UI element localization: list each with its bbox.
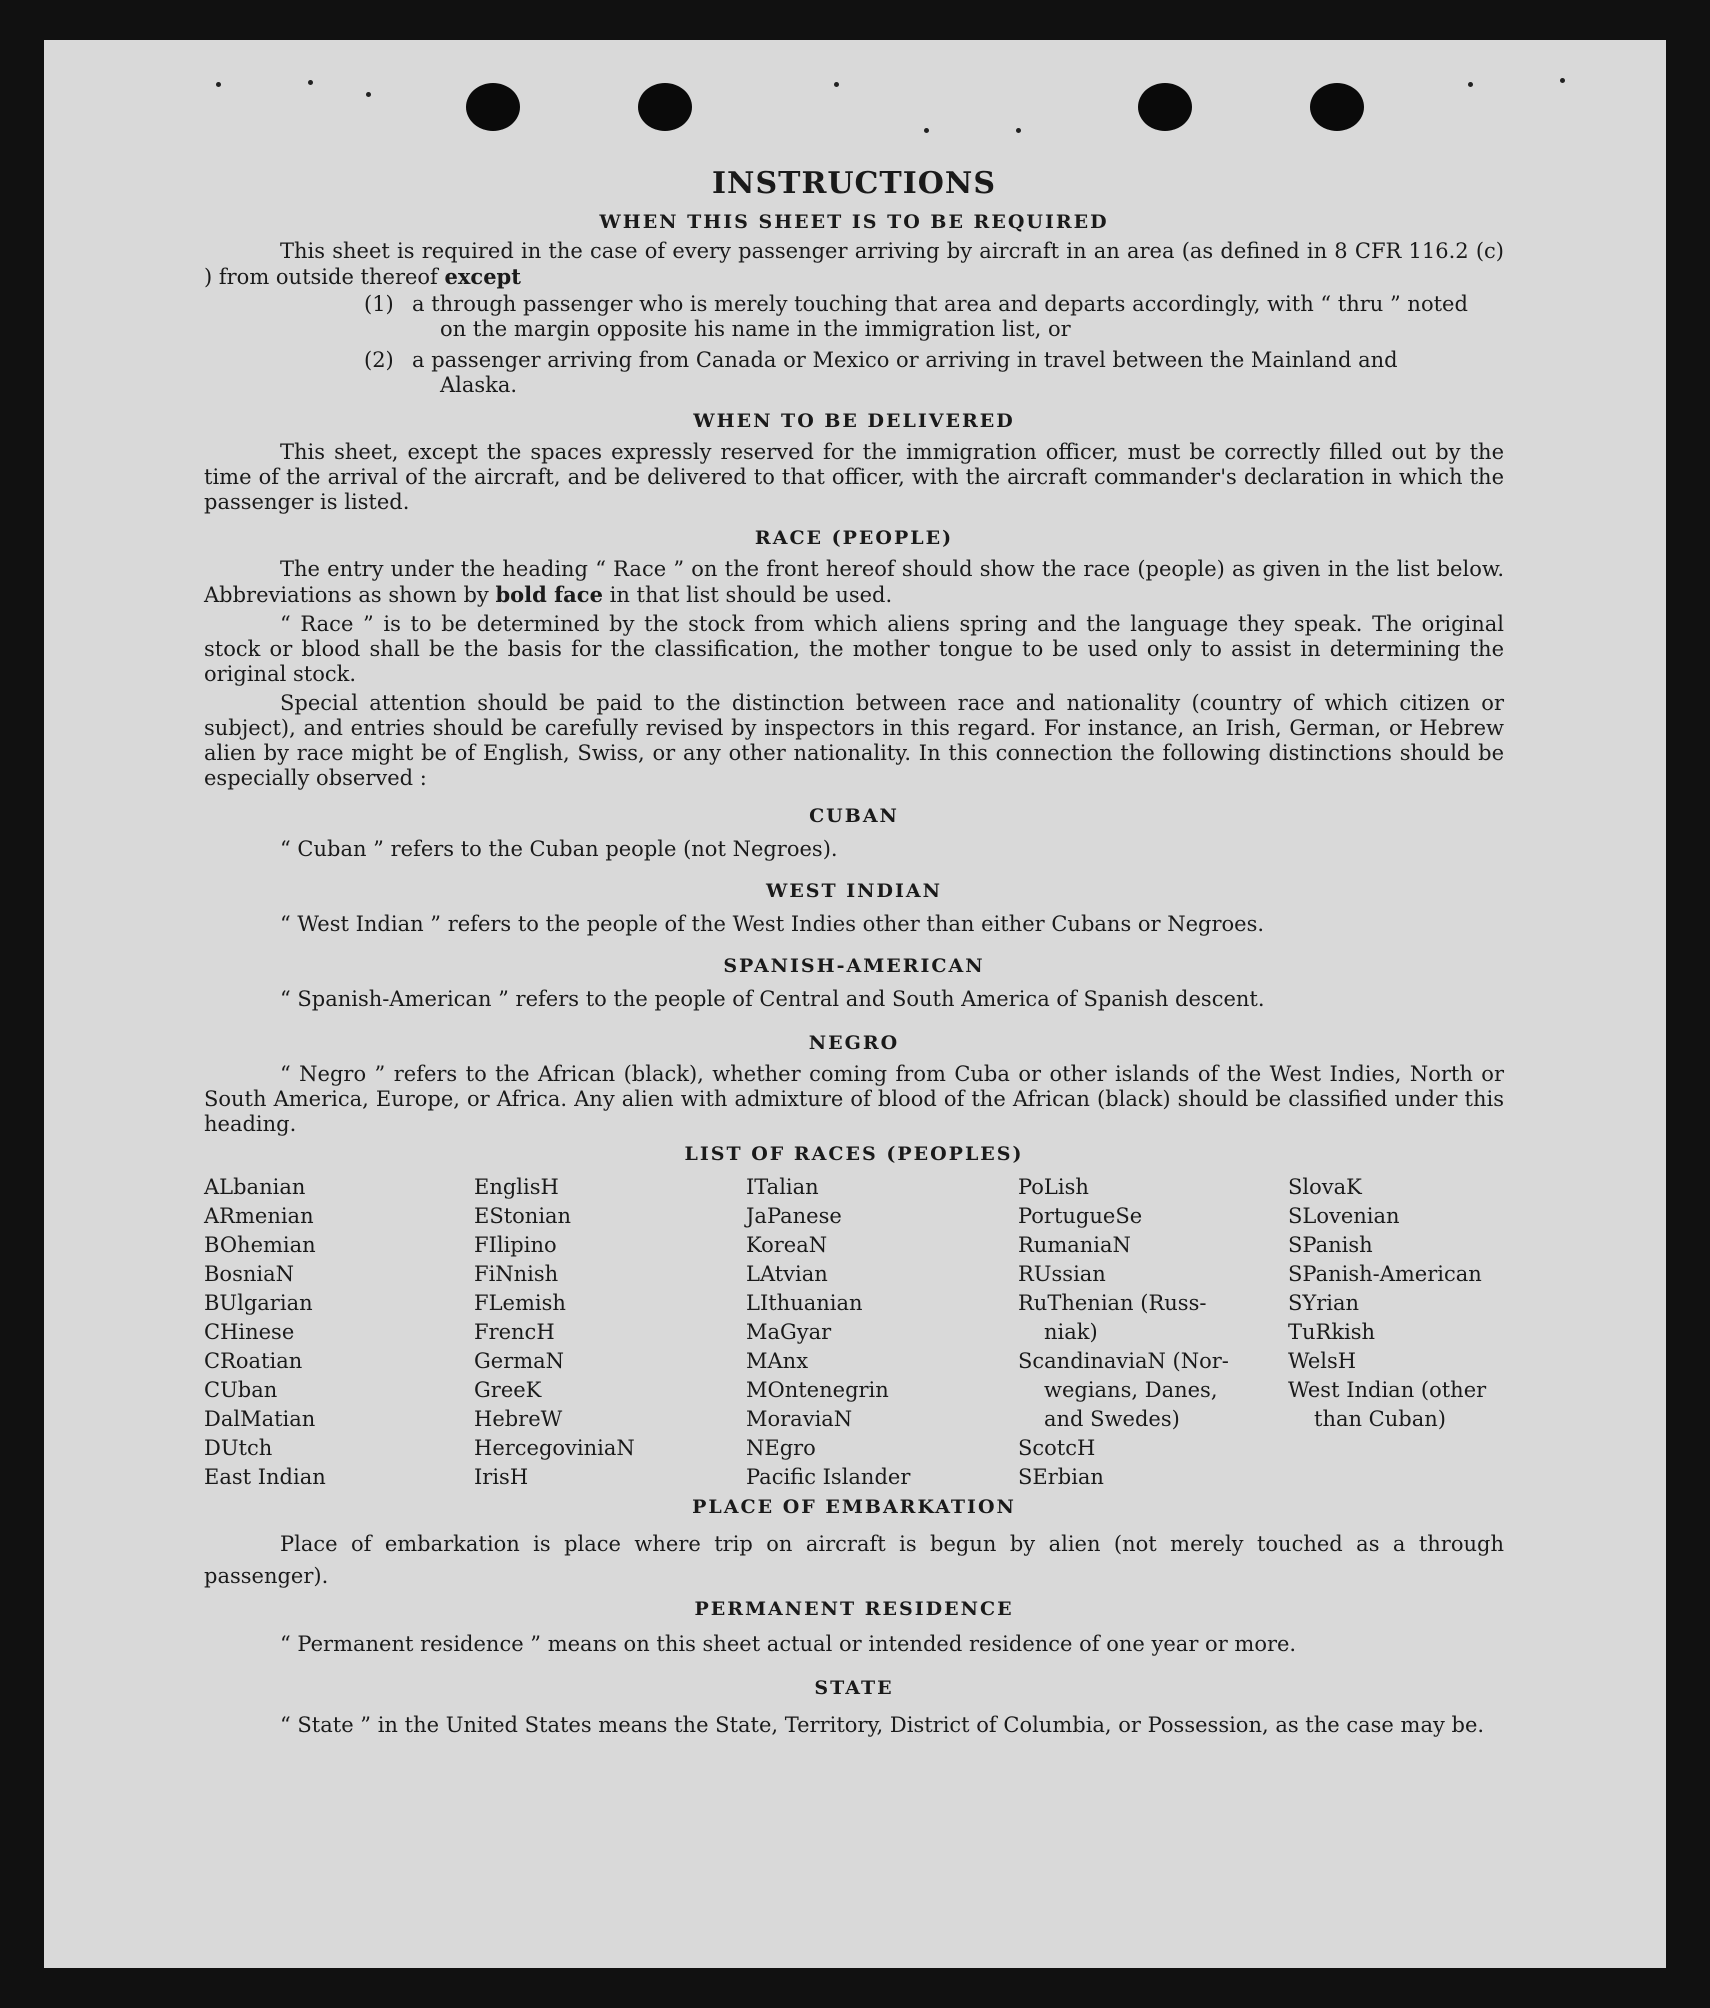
section-heading-residence: PERMANENT RESIDENCE	[694, 1598, 1014, 1620]
race-item: KoreaN	[746, 1233, 828, 1257]
cuban-text: “ Cuban ” refers to the Cuban people (not Negroes).	[280, 837, 838, 861]
race-item: DUtch	[204, 1436, 273, 1460]
section-heading-west-indian: WEST INDIAN	[765, 880, 943, 902]
race-item-line: than Cuban)	[1314, 1407, 1446, 1431]
race-item: RumaniaN	[1018, 1233, 1131, 1257]
delivered-text: This sheet, except the spaces expressly reserved for the immigration officer, must be correctly filled out by the time of the arrival of the aircraft, and be delivered to that officer, with the aircraft commander's declaration in which the passenger is listed.	[204, 440, 1504, 514]
section-heading-cuban: CUBAN	[809, 805, 899, 827]
race-item-line: niak)	[1044, 1320, 1098, 1344]
race-item: ARmenian	[204, 1204, 314, 1228]
race-item: Pacific Islander	[746, 1465, 911, 1489]
exception-item-2	[364, 348, 1504, 398]
section-heading-embarkation: PLACE OF EMBARKATION	[692, 1496, 1016, 1518]
bold-face-text: bold face	[495, 582, 603, 607]
section-heading-required: WHEN THIS SHEET IS TO BE REQUIRED	[599, 211, 1109, 233]
item-text-line: a through passenger who is merely touching that area and departs accordingly, with “ thru ” noted	[412, 292, 1468, 316]
negro-text: “ Negro ” refers to the African (black), whether coming from Cuba or other islands of the West Indies, North or South America, Europe, or Africa. Any alien with admixture of blood of the African (black) should be classified under this heading.	[204, 1062, 1504, 1136]
race-item: SPanish	[1288, 1233, 1373, 1257]
race-item-line: West Indian (other	[1288, 1378, 1487, 1402]
race-item: JaPanese	[746, 1204, 842, 1228]
item-text-cont: Alaska.	[440, 373, 518, 397]
race-item: LIthuanian	[746, 1291, 863, 1315]
item-number: (2)	[364, 348, 394, 372]
race-item: NEgro	[746, 1436, 816, 1460]
race-item: PoLish	[1018, 1175, 1089, 1199]
instructions-body	[204, 166, 1504, 1741]
item-text-cont: on the margin opposite his name in the immigration list, or	[440, 317, 1071, 341]
race-item: MaGyar	[746, 1320, 832, 1344]
speck	[1468, 82, 1473, 87]
race-item-line: and Swedes)	[1044, 1407, 1180, 1431]
race-item: FiNnish	[474, 1262, 559, 1286]
race-item: EStonian	[474, 1204, 572, 1228]
race-item: MoraviaN	[746, 1407, 853, 1431]
speck	[366, 92, 371, 97]
speck	[216, 82, 221, 87]
race-item-ruthenian	[1018, 1289, 1288, 1347]
race-item: RUssian	[1018, 1262, 1106, 1286]
punch-hole	[1138, 83, 1192, 131]
races-column-4	[1018, 1173, 1288, 1492]
section-heading-race: RACE (PEOPLE)	[754, 527, 954, 549]
race-item: East Indian	[204, 1465, 326, 1489]
item-number: (1)	[364, 292, 394, 316]
race-item: MAnx	[746, 1349, 809, 1373]
race-item: FLemish	[474, 1291, 566, 1315]
race-item: SlovaK	[1288, 1175, 1362, 1199]
race-item: ScotcH	[1018, 1436, 1096, 1460]
race-item-line: RuThenian (Russ-	[1018, 1291, 1207, 1315]
race-item: TuRkish	[1288, 1320, 1376, 1344]
speck	[1560, 78, 1565, 83]
race-item: GreeK	[474, 1378, 542, 1402]
exception-item-1	[364, 292, 1504, 342]
race-item: IrisH	[474, 1465, 529, 1489]
race-item: LAtvian	[746, 1262, 828, 1286]
race-paragraph-1	[204, 557, 1504, 608]
punch-hole	[466, 83, 520, 131]
item-text	[412, 348, 1504, 398]
spanish-american-text: “ Spanish-American ” refers to the people of Central and South America of Spanish descent.	[280, 987, 1265, 1011]
punch-hole	[638, 83, 692, 131]
race-item: BosniaN	[204, 1262, 294, 1286]
race-p1-text: The entry under the heading “ Race ” on the front hereof should show the race (people) as given in the list below. Abbreviations as shown by	[204, 557, 1504, 607]
race-item: ITalian	[746, 1175, 819, 1199]
section-heading-state: STATE	[814, 1677, 894, 1699]
races-list	[204, 1173, 1504, 1492]
race-item: CHinese	[204, 1320, 295, 1344]
race-p1-end: in that list should be used.	[609, 583, 893, 607]
race-item: HebreW	[474, 1407, 563, 1431]
speck	[308, 80, 313, 85]
except-bold: except	[444, 264, 521, 289]
race-item: GermaN	[474, 1349, 565, 1373]
race-item: FIlipino	[474, 1233, 557, 1257]
races-column-2	[474, 1173, 746, 1492]
race-item: BUlgarian	[204, 1291, 313, 1315]
race-item-scandinavian	[1018, 1347, 1288, 1434]
race-item: PortugueSe	[1018, 1204, 1143, 1228]
race-item: SErbian	[1018, 1465, 1104, 1489]
page-title: INSTRUCTIONS	[712, 166, 996, 201]
race-item: SYrian	[1288, 1291, 1360, 1315]
race-item: ALbanian	[204, 1175, 306, 1199]
speck	[834, 82, 839, 87]
speck	[1016, 128, 1021, 133]
required-intro	[204, 239, 1504, 290]
speck	[924, 128, 929, 133]
race-item: DalMatian	[204, 1407, 316, 1431]
section-heading-list-of-races: LIST OF RACES (PEOPLES)	[684, 1143, 1024, 1165]
race-item: BOhemian	[204, 1233, 316, 1257]
embarkation-text: Place of embarkation is place where trip on aircraft is begun by alien (not merely touched as a through passenger).	[204, 1532, 1504, 1588]
race-item: MOntenegrin	[746, 1378, 889, 1402]
races-column-1	[204, 1173, 474, 1492]
section-heading-spanish-american: SPANISH-AMERICAN	[723, 955, 985, 977]
race-item: SPanish-American	[1288, 1262, 1482, 1286]
race-item: WelsH	[1288, 1349, 1357, 1373]
required-intro-text: This sheet is required in the case of every passenger arriving by aircraft in an area (as defined in 8 CFR 116.2 (c) ) from outside thereof	[204, 239, 1504, 289]
section-heading-delivered: WHEN TO BE DELIVERED	[693, 410, 1015, 432]
residence-text: “ Permanent residence ” means on this sheet actual or intended residence of one year or more.	[280, 1632, 1297, 1656]
race-item: CUban	[204, 1378, 278, 1402]
item-text	[412, 292, 1504, 342]
west-indian-text: “ West Indian ” refers to the people of the West Indies other than either Cubans or Negroes.	[280, 912, 1265, 936]
section-heading-negro: NEGRO	[808, 1032, 900, 1054]
races-column-5	[1288, 1173, 1504, 1492]
race-paragraph-3: Special attention should be paid to the distinction between race and nationality (country of which citizen or subject), and entries should be carefully revised by inspectors in this regard. For instance, an Irish, German, or Hebrew alien by race might be of English, Swiss, or any other nationality. In this connection the following distinctions should be especially observed :	[204, 691, 1504, 790]
races-column-3	[746, 1173, 1018, 1492]
race-item-line: wegians, Danes,	[1044, 1378, 1218, 1402]
race-item: FrencH	[474, 1320, 555, 1344]
race-item: SLovenian	[1288, 1204, 1400, 1228]
race-item: EnglisH	[474, 1175, 559, 1199]
race-item-west-indian	[1288, 1376, 1504, 1434]
state-text: “ State ” in the United States means the State, Territory, District of Columbia, or Possession, as the case may be.	[280, 1713, 1485, 1737]
document-page	[44, 40, 1666, 1968]
punch-hole	[1310, 83, 1364, 131]
race-item: CRoatian	[204, 1349, 303, 1373]
race-paragraph-2: “ Race ” is to be determined by the stock from which aliens spring and the language they speak. The original stock or blood shall be the basis for the classification, the mother tongue to be used only to assist in determining the original stock.	[204, 612, 1504, 686]
race-item: HercegoviniaN	[474, 1436, 635, 1460]
item-text-line: a passenger arriving from Canada or Mexico or arriving in travel between the Mainland and	[412, 348, 1398, 372]
race-item-line: ScandinaviaN (Nor-	[1018, 1349, 1229, 1373]
